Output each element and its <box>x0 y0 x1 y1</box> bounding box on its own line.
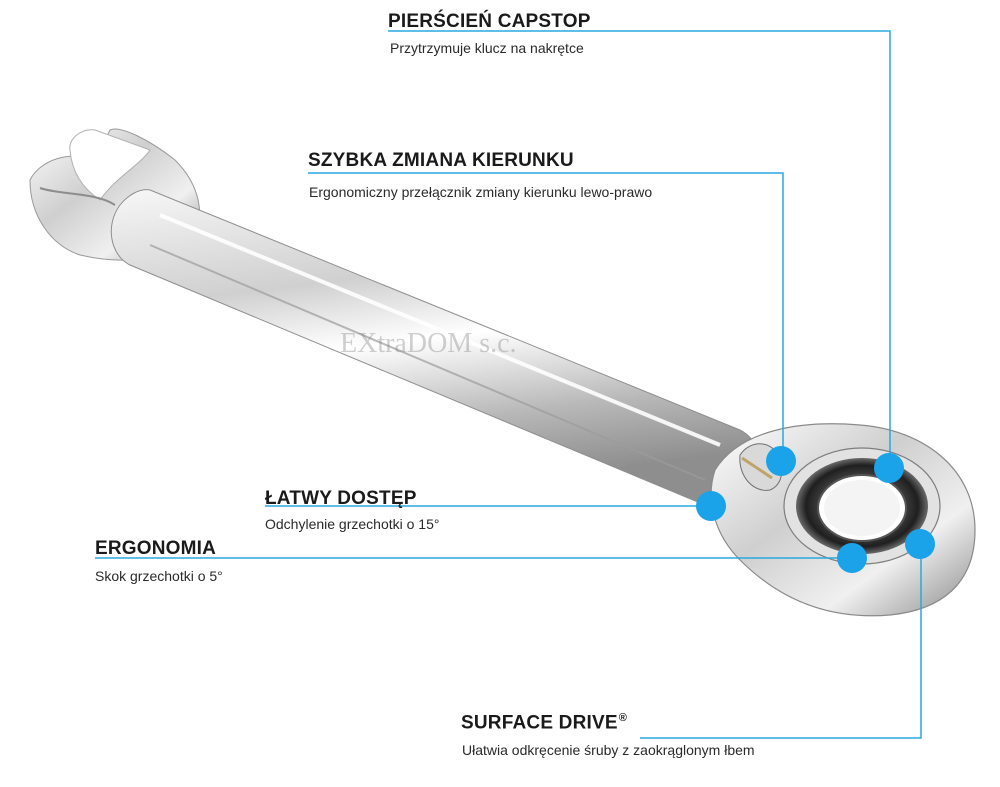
access-title: ŁATWY DOSTĘP <box>265 488 417 509</box>
direction-title: SZYBKA ZMIANA KIERUNKU <box>308 150 574 171</box>
surface-title-text: SURFACE DRIVE <box>461 712 618 734</box>
capstop-desc: Przytrzymuje klucz na nakrętce <box>390 40 584 56</box>
surface-desc: Ułatwia odkręcenie śruby z zaokrąglonym łbem <box>462 742 755 758</box>
ergonomics-marker-dot <box>837 543 867 573</box>
registered-mark: ® <box>618 712 628 724</box>
capstop-title: PIERŚCIEŃ CAPSTOP <box>388 11 591 32</box>
surface-marker-dot <box>905 529 935 559</box>
direction-desc: Ergonomiczny przełącznik zmiany kierunku lewo-prawo <box>309 184 653 200</box>
surface-leader <box>640 545 921 738</box>
watermark: EXtraDOM s.c. <box>340 328 517 359</box>
ergonomics-title: ERGONOMIA <box>95 538 217 559</box>
direction-leader <box>308 173 783 460</box>
capstop-marker-dot <box>874 453 904 483</box>
access-marker-dot <box>696 491 726 521</box>
ergonomics-desc: Skok grzechotki o 5° <box>95 568 223 584</box>
direction-marker-dot <box>766 446 796 476</box>
surface-title <box>461 712 627 734</box>
capstop-leader <box>388 31 890 465</box>
access-desc: Odchylenie grzechotki o 15° <box>265 516 440 532</box>
